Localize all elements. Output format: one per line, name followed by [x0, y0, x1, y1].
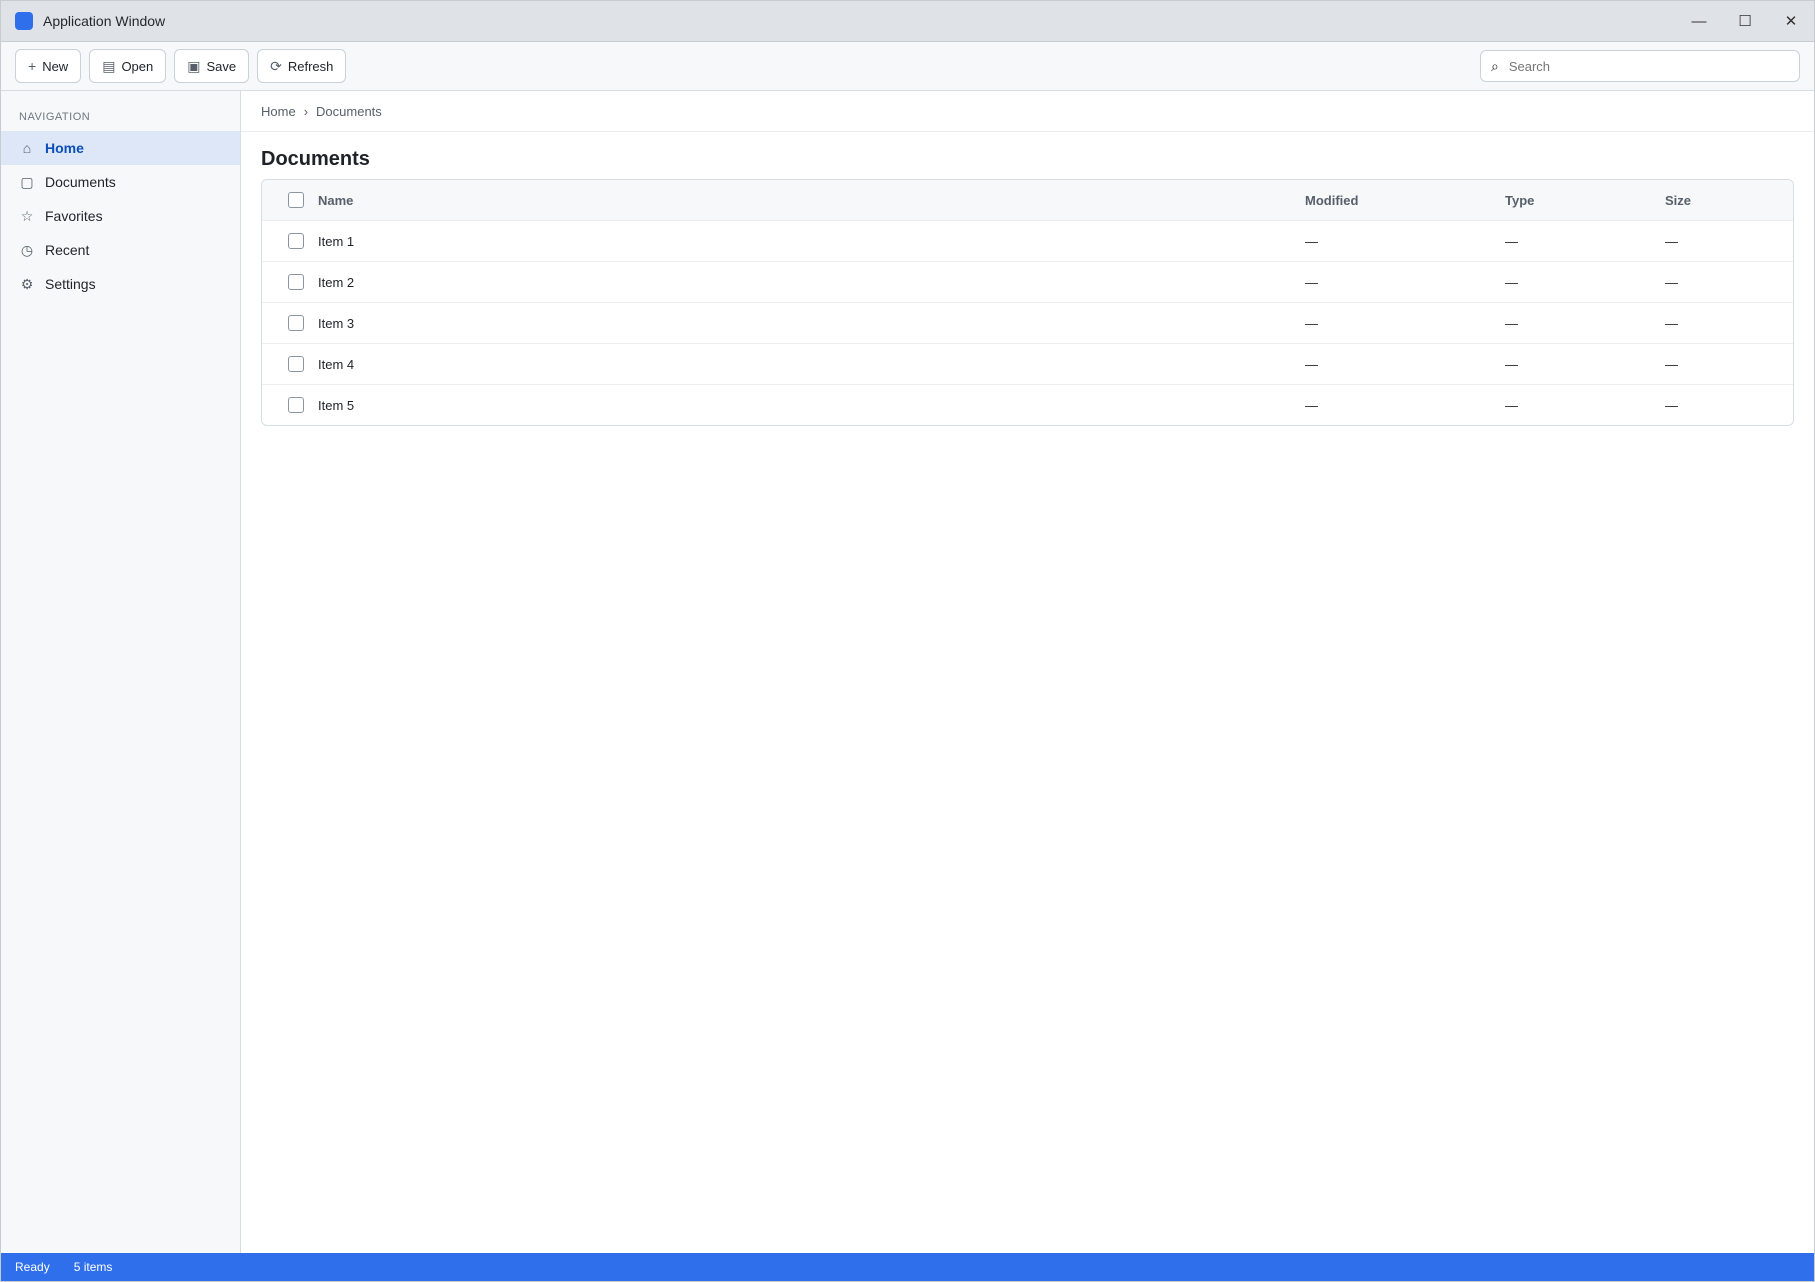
save-button[interactable]: [174, 49, 249, 83]
app-logo-icon: [15, 12, 33, 30]
sidebar-item-recent[interactable]: [1, 233, 240, 267]
minimize-button[interactable]: —: [1691, 12, 1707, 30]
home-icon: ⌂: [22, 140, 32, 156]
open-button-label: Open: [121, 58, 154, 74]
save-button-label: Save: [206, 58, 237, 74]
search-input[interactable]: [1507, 58, 1789, 75]
window-title: Application Window: [43, 13, 166, 29]
main-panel: [241, 91, 1814, 1253]
sidebar-item-label: Recent: [45, 242, 90, 258]
table-cell: Item 2: [318, 274, 355, 290]
row-checkbox[interactable]: [262, 356, 306, 372]
row-checkbox[interactable]: [262, 233, 306, 249]
table-cell: —: [1305, 233, 1318, 249]
refresh-icon: ⟳: [270, 57, 282, 74]
gear-icon: ⚙: [20, 275, 34, 292]
breadcrumb-item[interactable]: Home: [261, 103, 296, 119]
table-cell: —: [1305, 356, 1318, 372]
table-row[interactable]: [262, 344, 1793, 385]
table-row[interactable]: [262, 385, 1793, 425]
table-cell: —: [1305, 274, 1318, 290]
refresh-button-label: Refresh: [287, 58, 334, 74]
status-text: Ready: [15, 1260, 50, 1274]
table-cell: —: [1665, 274, 1678, 290]
table-cell: —: [1505, 315, 1518, 331]
sidebar-item-label: Favorites: [45, 208, 103, 224]
sidebar-heading: NAVIGATION: [19, 111, 91, 123]
row-checkbox[interactable]: [262, 397, 306, 413]
refresh-button[interactable]: [257, 49, 346, 83]
table-cell: Item 5: [318, 397, 355, 413]
new-button[interactable]: [15, 49, 81, 83]
save-icon: ▣: [187, 57, 201, 74]
maximize-button[interactable]: ☐: [1738, 13, 1752, 30]
document-icon: ▢: [20, 173, 34, 190]
sidebar-item-label: Home: [45, 140, 84, 156]
column-header-modified[interactable]: Modified: [1305, 192, 1359, 208]
sidebar-item-home[interactable]: [1, 131, 240, 165]
toolbar: [1, 42, 1814, 91]
column-header-type[interactable]: Type: [1505, 192, 1535, 208]
breadcrumb-item[interactable]: Documents: [316, 103, 382, 119]
row-checkbox[interactable]: [262, 315, 306, 331]
table-row[interactable]: [262, 262, 1793, 303]
search-box[interactable]: [1480, 50, 1800, 82]
column-header-size[interactable]: Size: [1665, 192, 1692, 208]
breadcrumb-separator: ›: [303, 103, 309, 119]
plus-icon: +: [28, 58, 37, 74]
content-area: [1, 91, 1814, 1253]
table-row[interactable]: [262, 303, 1793, 344]
table-cell: —: [1305, 397, 1318, 413]
breadcrumb: [241, 91, 1814, 132]
table-cell: Item 4: [318, 356, 355, 372]
table-cell: —: [1665, 315, 1678, 331]
sidebar-item-label: Settings: [45, 276, 96, 292]
status-bar: [1, 1253, 1814, 1281]
folder-icon: ▤: [102, 57, 116, 74]
table-cell: —: [1505, 274, 1518, 290]
table-cell: Item 3: [318, 315, 355, 331]
table-cell: —: [1665, 356, 1678, 372]
table-cell: —: [1665, 233, 1678, 249]
sidebar-item-favorites[interactable]: [1, 199, 240, 233]
file-table: [261, 179, 1794, 426]
search-icon: ⌕: [1491, 57, 1499, 74]
star-icon: ☆: [20, 207, 34, 224]
page-title: Documents: [261, 148, 370, 170]
clock-icon: ◷: [20, 241, 34, 258]
sidebar-item-label: Documents: [45, 174, 116, 190]
table-cell: —: [1505, 233, 1518, 249]
table-cell: —: [1665, 397, 1678, 413]
sidebar-item-documents[interactable]: [1, 165, 240, 199]
new-button-label: New: [42, 58, 69, 74]
table-header: [262, 180, 1793, 221]
table-cell: —: [1505, 397, 1518, 413]
sidebar: [1, 91, 241, 1253]
table-cell: —: [1305, 315, 1318, 331]
item-count: 5 items: [73, 1260, 113, 1274]
select-all-checkbox[interactable]: [262, 192, 306, 208]
row-checkbox[interactable]: [262, 274, 306, 290]
column-header-name[interactable]: Name: [318, 192, 354, 208]
open-button[interactable]: [89, 49, 166, 83]
table-cell: Item 1: [318, 233, 355, 249]
close-button[interactable]: ✕: [1784, 13, 1798, 30]
title-bar[interactable]: [1, 1, 1814, 42]
sidebar-item-settings[interactable]: [1, 267, 240, 301]
table-cell: —: [1505, 356, 1518, 372]
table-row[interactable]: [262, 221, 1793, 262]
